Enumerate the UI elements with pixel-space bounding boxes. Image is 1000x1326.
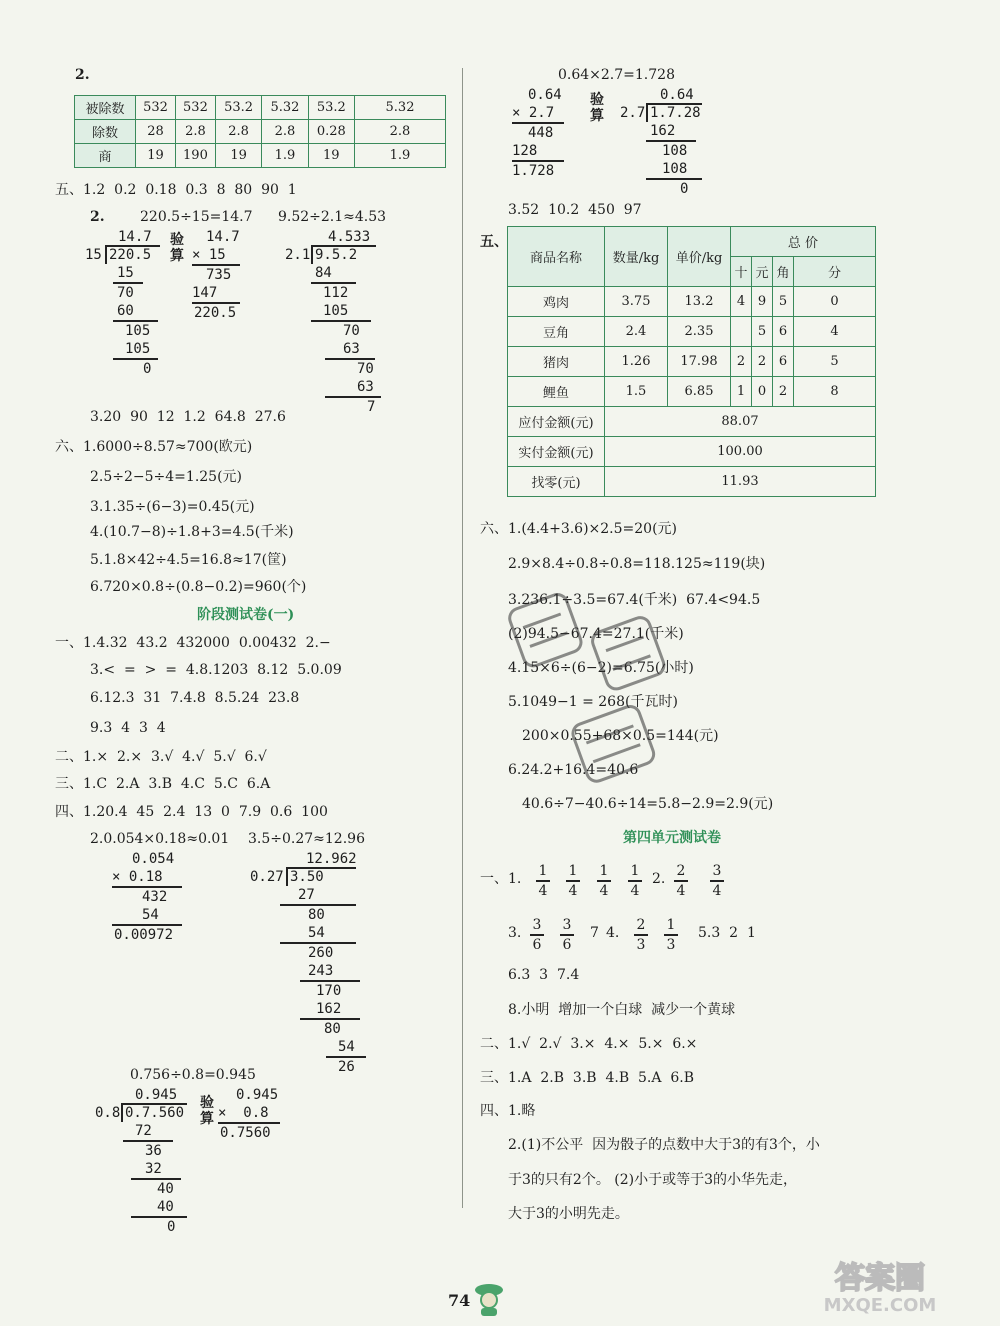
table-cell: 2.8 xyxy=(175,120,215,144)
table-cell: 2.8 xyxy=(262,120,308,144)
table-cell: 鸡肉 xyxy=(508,287,605,317)
fraction-numerator: 1 xyxy=(630,863,640,879)
q-label: 4. xyxy=(606,925,620,941)
fraction xyxy=(530,918,544,952)
yansuan-label: 验算 xyxy=(200,1095,214,1127)
answer-line: 9.3 4 3 4 xyxy=(90,720,166,736)
fraction-bar xyxy=(634,934,648,936)
table-cell: 5.32 xyxy=(262,96,308,120)
word-problem-line: 4.15×6÷(6−2)=6.75(小时) xyxy=(508,660,694,676)
fraction-bar xyxy=(674,880,688,882)
table-cell: 5.32 xyxy=(355,96,446,120)
fraction-denominator: 4 xyxy=(568,882,578,899)
fraction-bar xyxy=(536,880,550,882)
table-cell: 88.07 xyxy=(605,407,876,437)
fraction-numerator: 1 xyxy=(599,863,609,879)
table-cell: 4 xyxy=(731,287,752,317)
fraction xyxy=(536,864,550,898)
table-cell: 19 xyxy=(136,144,176,168)
equation: 0.756÷0.8=0.945 xyxy=(130,1067,256,1083)
multiplication-0.64: 0.64 × 2.7 448 128 1.728 xyxy=(512,88,582,178)
fraction-numerator: 1 xyxy=(538,863,548,879)
table-header: 数量/kg xyxy=(605,227,668,287)
word-problem-line: 5.1049−1 = 268(千瓦时) xyxy=(508,694,678,710)
table-header: 角 xyxy=(773,257,794,287)
long-division-9.52: 4.533 2.1 9.5.2 84 112 105 70 63 70 63 7 xyxy=(285,230,395,400)
fraction-bar xyxy=(566,880,580,882)
table-row-head: 商 xyxy=(75,144,136,168)
word-problem-line: 3.1.35÷(6−3)=0.45(元) xyxy=(90,499,255,515)
fraction xyxy=(634,918,648,952)
q-label: 2. xyxy=(90,209,105,225)
long-division-1.728: 0.64 2.7 1.7.28 162 108 108 0 xyxy=(620,87,701,197)
table-cell: 6.85 xyxy=(668,377,731,407)
table-cell: 9 xyxy=(752,287,773,317)
table-cell: 应付金额(元) xyxy=(508,407,605,437)
answer-line: 6.3 3 7.4 xyxy=(508,967,580,983)
table-cell: 3.75 xyxy=(605,287,668,317)
multiplication-0.054: 0.054 × 0.18 432 54 0.00972 xyxy=(112,852,192,932)
table-cell: 0 xyxy=(752,377,773,407)
answer-line: 3.20 90 12 1.2 64.8 27.6 xyxy=(90,409,286,425)
fraction-bar xyxy=(597,880,611,882)
table-cell: 11.93 xyxy=(605,467,876,497)
table-cell: 2 xyxy=(752,347,773,377)
table-header: 商品名称 xyxy=(508,227,605,287)
fraction-denominator: 3 xyxy=(666,936,676,953)
table-cell: 鲤鱼 xyxy=(508,377,605,407)
table-cell: 0.28 xyxy=(308,120,354,144)
fraction xyxy=(566,864,580,898)
word-problem-line: 4.(10.7−8)÷1.8+3=4.5(千米) xyxy=(90,524,294,540)
q-label: 一、1. xyxy=(480,871,522,887)
table-cell: 53.2 xyxy=(215,96,261,120)
answer-line: 四、1.略 xyxy=(480,1103,536,1119)
table-cell: 13.2 xyxy=(668,287,731,317)
fraction-numerator: 1 xyxy=(568,863,578,879)
word-problem-line: 6.24.2+16.4=40.6 xyxy=(508,762,639,778)
table-cell xyxy=(731,317,752,347)
fraction-numerator: 2 xyxy=(636,917,646,933)
fraction xyxy=(628,864,642,898)
q-label: 五、 xyxy=(480,234,508,250)
table-header: 元 xyxy=(752,257,773,287)
table-cell: 2.4 xyxy=(605,317,668,347)
fraction-bar xyxy=(628,880,642,882)
word-problem-line: (2)94.5−67.4=27.1(千米) xyxy=(508,626,684,642)
fraction-bar xyxy=(664,934,678,936)
table-cell: 17.98 xyxy=(668,347,731,377)
quotient-table xyxy=(74,95,446,168)
answer-line: 6.12.3 31 7.4.8 8.5.24 23.8 xyxy=(90,690,300,706)
table-cell: 5 xyxy=(773,287,794,317)
table-cell: 6 xyxy=(773,347,794,377)
table-cell: 28 xyxy=(136,120,176,144)
fraction-bar xyxy=(710,880,724,882)
answer-line: 3.< = > = 4.8.1203 8.12 5.0.09 xyxy=(90,662,342,678)
answer-line: 3.52 10.2 450 97 xyxy=(508,202,642,218)
section-title-jieduan: 阶段测试卷(一) xyxy=(197,607,295,623)
q-label: 2. xyxy=(652,871,666,887)
table-cell: 19 xyxy=(215,144,261,168)
site-watermark-logo xyxy=(780,1256,980,1316)
q2-label: 2. xyxy=(75,67,90,83)
fraction-denominator: 4 xyxy=(712,882,722,899)
equation: 2.0.054×0.18≈0.01 xyxy=(90,831,230,847)
table-cell: 0 xyxy=(794,287,876,317)
table-header: 总 价 xyxy=(731,227,876,257)
fraction-denominator: 4 xyxy=(538,882,548,899)
fraction xyxy=(560,918,574,952)
table-header: 十 xyxy=(731,257,752,287)
verify-multiplication: 14.7 × 15 735 147 220.5 xyxy=(192,229,240,321)
fraction-bar xyxy=(560,934,574,936)
page-number: 74 xyxy=(448,1291,471,1310)
word-problem-line: 六、1.6000÷8.57≈700(欧元) xyxy=(55,439,253,455)
mascot-icon xyxy=(472,1278,506,1318)
table-cell: 1.9 xyxy=(355,144,446,168)
equation: 220.5÷15=14.7 xyxy=(140,209,253,225)
word-problem-line: 200×0.55+68×0.5=144(元) xyxy=(522,728,719,744)
long-division-220.5: 14.7 15 220.5 15 70 60 105 105 0 xyxy=(85,230,175,370)
fraction-numerator: 3 xyxy=(712,863,722,879)
table-cell: 4 xyxy=(794,317,876,347)
fraction-numerator: 1 xyxy=(666,917,676,933)
fraction-bar xyxy=(530,934,544,936)
answer-line: 8.小明 增加一个白球 减少一个黄球 xyxy=(508,1002,736,1018)
fraction-denominator: 6 xyxy=(532,936,542,953)
q-label: 3. xyxy=(508,925,522,941)
word-problem-line: 3.236.1÷3.5=67.4(千米) 67.4<94.5 xyxy=(508,592,761,608)
fraction-denominator: 6 xyxy=(562,936,572,953)
word-problem-line: 5.1.8×42÷4.5=16.8≈17(筐) xyxy=(90,552,287,568)
equation: 3.5÷0.27≈12.96 xyxy=(248,831,365,847)
fraction-denominator: 4 xyxy=(630,882,640,899)
answer-line: 2.(1)不公平 因为骰子的点数中大于3的有3个，小 xyxy=(508,1137,820,1153)
table-row-head: 被除数 xyxy=(75,96,136,120)
long-division-0.756: 0.945 0.8 0.7.560 72 36 32 40 40 0 xyxy=(95,1088,195,1228)
fraction-numerator: 2 xyxy=(676,863,686,879)
answer-line: 于3的只有2个。 (2)小于或等于3的小华先走， xyxy=(508,1172,798,1188)
word-problem-line: 40.6÷7−40.6÷14=5.8−2.9=2.9(元) xyxy=(522,796,774,812)
table-header: 单价/kg xyxy=(668,227,731,287)
table-cell: 实付金额(元) xyxy=(508,437,605,467)
answer-line: 四、1.20.4 45 2.4 13 0 7.9 0.6 100 xyxy=(55,804,328,820)
yansuan-label: 验算 xyxy=(170,232,184,264)
table-cell: 19 xyxy=(308,144,354,168)
table-cell: 1 xyxy=(731,377,752,407)
table-cell: 1.9 xyxy=(262,144,308,168)
table-cell: 2.8 xyxy=(355,120,446,144)
long-division-3.5: 12.962 0.27 3.50 27 80 54 260 243 170 162 80 54 26 xyxy=(250,852,370,1052)
table-cell: 2.35 xyxy=(668,317,731,347)
table-cell: 2 xyxy=(731,347,752,377)
answer-line: 大于3的小明先走。 xyxy=(508,1206,629,1222)
equation: 9.52÷2.1≈4.53 xyxy=(278,209,387,225)
fraction-denominator: 4 xyxy=(599,882,609,899)
fraction xyxy=(597,864,611,898)
section-title-unit4: 第四单元测试卷 xyxy=(623,830,721,846)
table-cell: 532 xyxy=(175,96,215,120)
answer-line: 5.3 2 1 xyxy=(698,925,756,941)
fraction xyxy=(710,864,724,898)
table-cell: 1.5 xyxy=(605,377,668,407)
yansuan-label: 验算 xyxy=(590,92,604,124)
answer-text: 7 xyxy=(590,925,599,941)
table-cell: 找零(元) xyxy=(508,467,605,497)
table-cell: 100.00 xyxy=(605,437,876,467)
table-cell: 190 xyxy=(175,144,215,168)
column-divider xyxy=(462,68,463,1208)
answer-line: 二、1.× 2.× 3.√ 4.√ 5.√ 6.√ xyxy=(55,749,267,765)
fraction-numerator: 3 xyxy=(562,917,572,933)
fraction xyxy=(664,918,678,952)
answer-line: 一、1.4.32 43.2 432000 0.00432 2.− xyxy=(55,635,331,651)
fraction-denominator: 4 xyxy=(676,882,686,899)
fraction-denominator: 3 xyxy=(636,936,646,953)
fraction xyxy=(674,864,688,898)
fraction-numerator: 3 xyxy=(532,917,542,933)
word-problem-line: 2.9×8.4÷0.8÷0.8=118.125≈119(块) xyxy=(508,556,766,572)
shopping-table xyxy=(507,226,876,497)
table-cell: 532 xyxy=(136,96,176,120)
svg-text:答案圈: 答案圈 xyxy=(835,1261,925,1296)
table-cell: 5 xyxy=(794,347,876,377)
answer-line: 三、1.C 2.A 3.B 4.C 5.C 6.A xyxy=(55,776,271,792)
table-cell: 53.2 xyxy=(308,96,354,120)
answer-line: 二、1.√ 2.√ 3.× 4.× 5.× 6.× xyxy=(480,1036,698,1052)
table-cell: 2.8 xyxy=(215,120,261,144)
table-cell: 1.26 xyxy=(605,347,668,377)
table-cell: 猪肉 xyxy=(508,347,605,377)
table-cell: 2 xyxy=(773,377,794,407)
table-cell: 5 xyxy=(752,317,773,347)
equation: 0.64×2.7=1.728 xyxy=(558,67,675,83)
answer-line: 三、1.A 2.B 3.B 4.B 5.A 6.B xyxy=(480,1070,695,1086)
word-problem-line: 2.5÷2−5÷4=1.25(元) xyxy=(90,469,243,485)
table-row-head: 除数 xyxy=(75,120,136,144)
word-problem-line: 6.720×0.8÷(0.8−0.2)=960(个) xyxy=(90,579,307,595)
word-problem-line: 六、1.(4.4+3.6)×2.5=20(元) xyxy=(480,521,678,537)
table-cell: 豆角 xyxy=(508,317,605,347)
verify-multiplication: 0.945 × 0.8 0.7560 xyxy=(218,1087,279,1141)
svg-text:MXQE.COM: MXQE.COM xyxy=(823,1295,937,1316)
table-cell: 8 xyxy=(794,377,876,407)
answer-line: 五、1.2 0.2 0.18 0.3 8 80 90 1 xyxy=(55,182,297,198)
table-cell: 6 xyxy=(773,317,794,347)
table-header: 分 xyxy=(794,257,876,287)
